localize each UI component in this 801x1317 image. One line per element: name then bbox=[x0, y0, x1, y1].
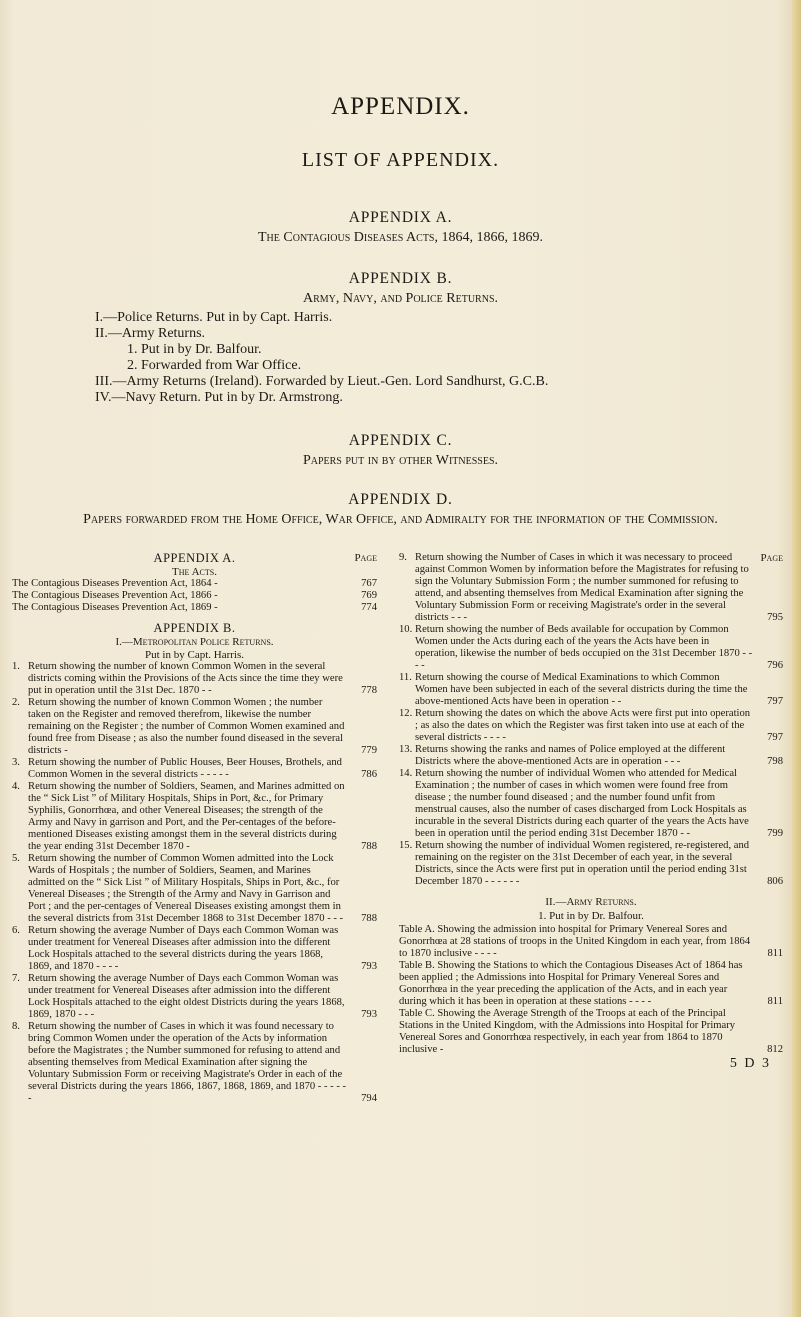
entry-number: 15. bbox=[399, 840, 413, 851]
appendix-a-description: The Contagious Diseases Acts, 1864, 1866, 1869. bbox=[258, 230, 543, 245]
entry-text: Return showing the number of individual Women registered, re-registered, and remaining on the register on the 31st December of each year, in the several Districts, since the Acts were first put in operation until the period ending 31st December 1870 - - - - - - bbox=[415, 840, 750, 887]
act-title: The Contagious Diseases Prevention Act, 1864 - bbox=[12, 578, 218, 589]
entry-text: Return showing the number of Common Women admitted into the Lock Wards of Hospitals ; the number of Soldiers, Seamen, and Marines admitted on the “ Sick List ” of Military Hospitals, Ships in Port, &c., for Venereal Diseases ; the Strength of the Army and Navy in Garrison and Port ; and the per-centages of Venereal Diseases existing amongst them in the several districts from 31st December 1868 to 31st December 1870 - - - bbox=[28, 853, 344, 924]
appendix-b-heading: APPENDIX B. bbox=[348, 270, 453, 287]
appendix-d-description: Papers forwarded from the Home Office, War Office, and Admiralty for the information of the Commission. bbox=[83, 512, 718, 527]
entry-page: 794 bbox=[361, 1093, 377, 1104]
entry-text: Returns showing the ranks and names of Police employed at the different Districts where the above-mentioned Acts are in operation - - - bbox=[415, 744, 726, 767]
entry-page: 786 bbox=[361, 769, 377, 780]
entry-text: Table C. Showing the Average Strength of the Troops at each of the Principal Stations in the United Kingdom, with the Admissions into Hospital for Primary Venereal Sores and Gonorrhœa respectively, in each year from 1864 to 1870 inclusive - bbox=[399, 1008, 736, 1055]
entry-number: 3. bbox=[12, 757, 20, 768]
entry-page: 812 bbox=[767, 1044, 783, 1055]
return-entry bbox=[399, 768, 783, 840]
return-entry bbox=[399, 672, 783, 708]
left-appendix-b-heading: APPENDIX B. bbox=[153, 621, 236, 635]
act-title: The Contagious Diseases Prevention Act, 1869 - bbox=[12, 602, 218, 613]
entry-text: Return showing the average Number of Days each Common Woman was under treatment for Venereal Diseases after admission into the different Lock Hospitals attached to the eight oldest Districts during the years 1868, 1869, 1870 - - - bbox=[28, 973, 345, 1020]
entry-text: Return showing the number of Cases in which it was found necessary to bring Common Women under the operation of the Acts by information before the Magistrates ; the Number summoned for refusing to attend and absenting themselves from Medical Examination after signing the Voluntary Submission Form or receiving Magistrate's Order in each of the several Districts during the years 1866, 1867, 1868, 1869, and 1870 - - - - - - bbox=[28, 1021, 347, 1104]
return-entry bbox=[399, 624, 783, 672]
right-tables bbox=[399, 924, 783, 1056]
put-in-by-balfour: 1. Put in by Dr. Balfour. bbox=[538, 910, 644, 922]
entry-number: 7. bbox=[12, 973, 20, 984]
return-entry bbox=[12, 781, 377, 853]
entry-number: 4. bbox=[12, 781, 20, 792]
list-item: III.—Army Returns (Ireland). Forwarded by Lieut.-Gen. Lord Sandhurst, G.C.B. bbox=[95, 374, 549, 389]
entry-page: 795 bbox=[767, 612, 783, 623]
entry-text: Return showing the number of Public Houses, Beer Houses, Brothels, and Common Women in the several districts - - - - - bbox=[28, 757, 342, 780]
appendix-d-heading: APPENDIX D. bbox=[348, 491, 453, 508]
army-returns-heading: II.—Army Returns. bbox=[545, 896, 637, 908]
entry-number: 11. bbox=[399, 672, 412, 683]
entry-number: 6. bbox=[12, 925, 20, 936]
entry-text: Return showing the number of Beds available for occupation by Common Women under the Acts during each of the years the Acts have been in operation, likewise the number of beds occupied on the 31st December 1870 - - - - bbox=[415, 624, 753, 671]
list-item: 1. Put in by Dr. Balfour. bbox=[127, 342, 262, 357]
appendix-a-heading: APPENDIX A. bbox=[348, 209, 453, 226]
entry-number: 2. bbox=[12, 697, 20, 708]
left-entries bbox=[12, 661, 377, 1105]
entry-text: Table A. Showing the admission into hospital for Primary Venereal Sores and Gonorrhœa at 28 stations of troops in the United Kingdom in each year, from 1864 to 1870 inclusive - - - - bbox=[399, 924, 751, 959]
entry-page: 797 bbox=[767, 732, 783, 743]
acts-subheading: The Acts. bbox=[172, 566, 217, 578]
metropolitan-police-heading: I.—Metropolitan Police Returns. bbox=[115, 636, 274, 648]
entry-page: 793 bbox=[361, 961, 377, 972]
return-entry bbox=[399, 840, 783, 888]
entry-page: 811 bbox=[767, 996, 783, 1007]
entry-page: 788 bbox=[361, 841, 377, 852]
table-entry bbox=[399, 1008, 783, 1056]
page-title: APPENDIX. bbox=[331, 93, 470, 120]
return-entry bbox=[12, 925, 377, 973]
signature-mark: 5 D 3 bbox=[729, 1056, 771, 1071]
appendix-c-description: Papers put in by other Witnesses. bbox=[302, 453, 499, 468]
return-entry bbox=[12, 757, 377, 781]
list-item: I.—Police Returns. Put in by Capt. Harris. bbox=[95, 310, 333, 325]
appendix-b-list bbox=[95, 310, 548, 406]
page-subtitle: LIST OF APPENDIX. bbox=[301, 149, 500, 171]
entry-page: 806 bbox=[767, 876, 783, 887]
act-page: 767 bbox=[361, 578, 377, 589]
entry-number: 5. bbox=[12, 853, 20, 864]
entry-text: Return showing the dates on which the above Acts were first put into operation ; as also the dates on which the Register was first taken into use at each of the several districts - - - - bbox=[415, 708, 751, 743]
return-entry bbox=[399, 744, 783, 768]
entry-number: 1. bbox=[12, 661, 20, 672]
put-in-by: Put in by Capt. Harris. bbox=[145, 649, 244, 661]
entry-page: 793 bbox=[361, 1009, 377, 1020]
entry-number: 13. bbox=[399, 744, 413, 755]
entry-text: Return showing the number of Soldiers, Seamen, and Marines admitted on the “ Sick List ” of Military Hospitals, Ships in Port, &c., for Primary Syphilis, Gonorrhœa, and other Venereal Diseases; the strength of the Army and Navy in garrison and Port, and the Per-centages of the before-mentioned Diseases existing amongst them in the several districts during the year ending 31st December 1870 - bbox=[28, 781, 345, 852]
entry-page: 796 bbox=[767, 660, 783, 671]
return-entry bbox=[12, 973, 377, 1021]
table-entry bbox=[399, 960, 783, 1008]
entry-text: Return showing the number of individual Women who attended for Medical Examination ; the number of cases in which women were found free from disease ; the number found diseased ; and the number found unfit from menstrual causes, also the number of cases discharged from Lock Hospitals as incurable in the several Districts during each quarter of the years the Acts have been in operation until the period ending 31st December 1870 - - bbox=[415, 768, 749, 839]
act-page: 769 bbox=[361, 590, 377, 601]
left-column bbox=[12, 552, 377, 1105]
return-entry bbox=[12, 853, 377, 925]
return-entry bbox=[12, 661, 377, 697]
act-row bbox=[12, 602, 377, 614]
entry-page: 797 bbox=[767, 696, 783, 707]
return-entry bbox=[12, 1021, 377, 1105]
entry-page: 778 bbox=[361, 685, 377, 696]
left-appendix-a-heading: APPENDIX A. bbox=[153, 551, 236, 565]
entry-number: 10. bbox=[399, 624, 413, 635]
entry-text: Return showing the course of Medical Examinations to which Common Women have been subjected in each of the several districts during the time the above-mentioned Acts have been in operation - - bbox=[415, 672, 748, 707]
entry-number: 9. bbox=[399, 552, 407, 563]
entry-text: Table B. Showing the Stations to which the Contagious Diseases Act of 1864 has been applied ; the Admissions into Hospital for Primary Venereal Sores and Gonorrhœa in the year preceding the application of the Acts, and in each year during which it has been in operation at these stations - - - - bbox=[399, 960, 743, 1007]
act-title: The Contagious Diseases Prevention Act, 1866 - bbox=[12, 590, 218, 601]
act-row bbox=[12, 578, 377, 590]
entry-text: Return showing the number of known Common Women ; the number taken on the Register and removed therefrom, likewise the number remaining on the Register ; the number of Common Women examined and found free from Disease ; as also the number found diseased in the several districts - bbox=[28, 697, 345, 756]
right-column bbox=[399, 552, 783, 1070]
page-edge bbox=[792, 0, 801, 1317]
entry-number: 14. bbox=[399, 768, 413, 779]
entry-page: 799 bbox=[767, 828, 783, 839]
page-column-label: Page bbox=[760, 552, 783, 564]
act-row bbox=[12, 590, 377, 602]
list-item: IV.—Navy Return. Put in by Dr. Armstrong. bbox=[95, 390, 343, 405]
right-entries bbox=[399, 552, 783, 888]
act-page: 774 bbox=[361, 602, 377, 613]
entry-number: 12. bbox=[399, 708, 413, 719]
entry-number: 8. bbox=[12, 1021, 20, 1032]
appendix-c-heading: APPENDIX C. bbox=[348, 432, 453, 449]
entry-page: 779 bbox=[361, 745, 377, 756]
entry-text: Return showing the number of known Common Women in the several districts coming within the Provisions of the Acts since the time they were put in operation until the 31st Dec. 1870 - - bbox=[28, 661, 343, 696]
entry-text: Return showing the Number of Cases in which it was necessary to proceed against Common Women by information before the Magistrates for refusing to sign the Voluntary Submission Form ; the number summoned for refusing to attend, and absenting themselves from Medical Examination after signing the Voluntary Submission Form or receiving Magistrate's order in the several districts - - - bbox=[415, 552, 749, 623]
entry-page: 798 bbox=[767, 756, 783, 767]
list-item: 2. Forwarded from War Office. bbox=[127, 358, 302, 373]
list-item: II.—Army Returns. bbox=[95, 326, 206, 341]
page-column-label: Page bbox=[354, 552, 377, 564]
return-entry bbox=[12, 697, 377, 757]
table-entry bbox=[399, 924, 783, 960]
return-entry bbox=[399, 708, 783, 744]
return-entry bbox=[399, 552, 783, 624]
entry-text: Return showing the average Number of Days each Common Woman was under treatment for Venereal Diseases after admission into the different Lock Hospitals attached to the several districts during the years 1868, 1869, and 1870 - - - - bbox=[28, 925, 339, 972]
entry-page: 788 bbox=[361, 913, 377, 924]
appendix-b-description: Army, Navy, and Police Returns. bbox=[303, 291, 498, 306]
entry-page: 811 bbox=[767, 948, 783, 959]
